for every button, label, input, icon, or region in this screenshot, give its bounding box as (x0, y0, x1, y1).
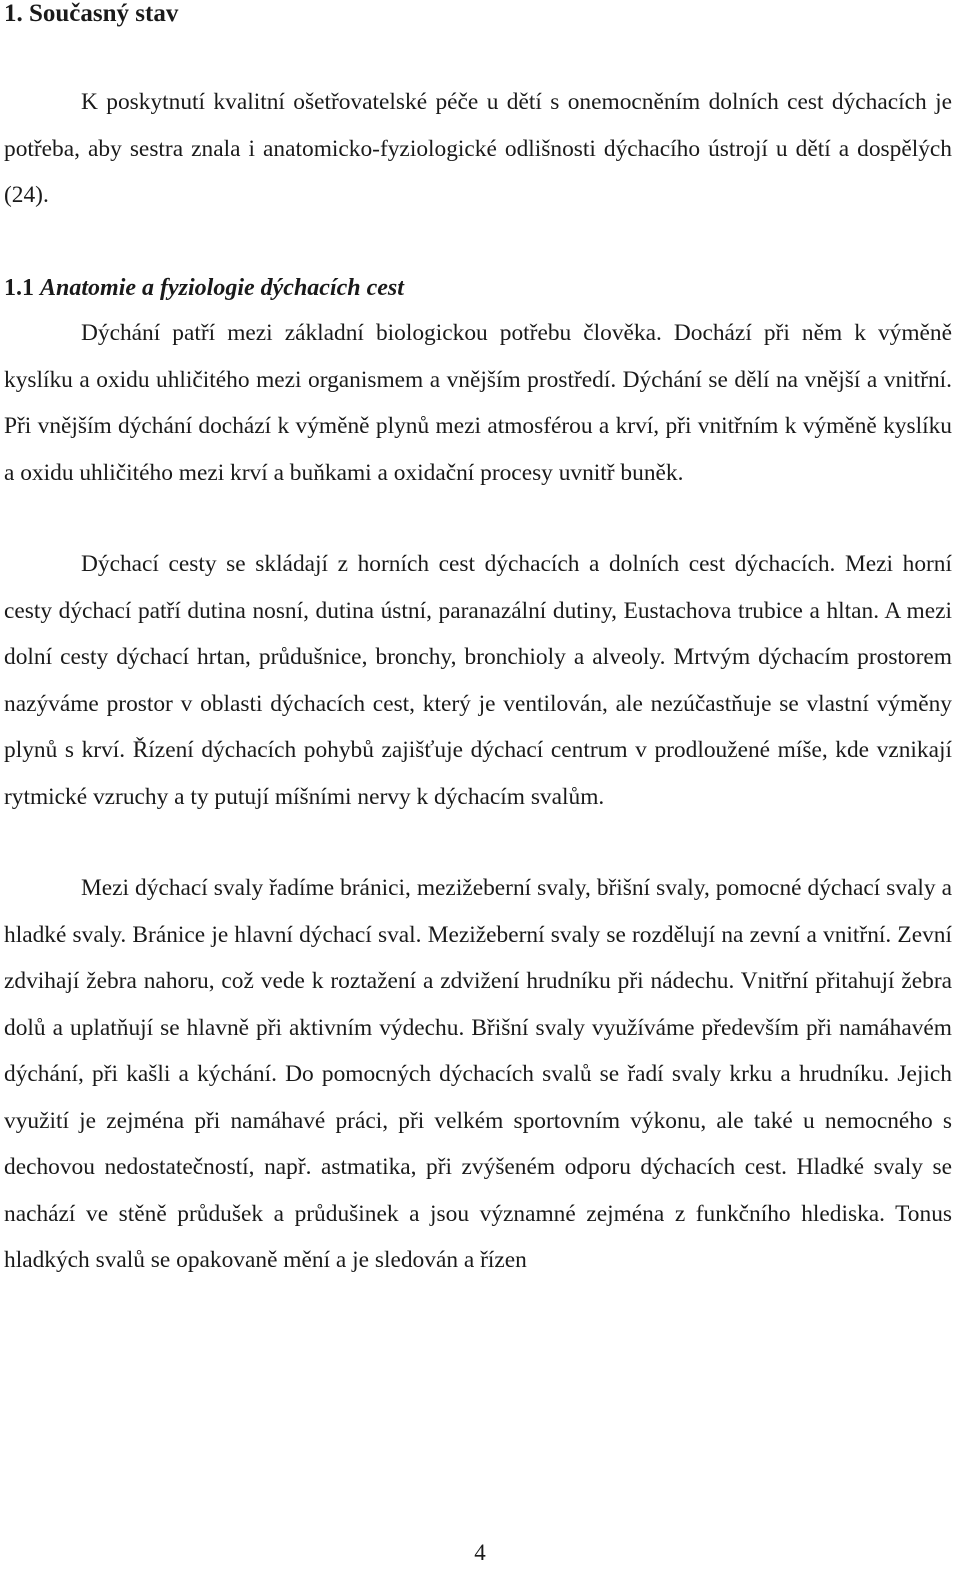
body-paragraph-muscles: Mezi dýchací svaly řadíme bránici, mezižeberní svaly, břišní svaly, pomocné dýchací svaly a hladké svaly. Bránice je hlavní dýchací sval. Mezižeberní svaly se rozdělují na zevní a vnitřní. Zevní zdvihají žebra nahoru, což vede k roztažení a zdvižení hrudníku při nádechu. Vnitřní přitahují žebra dolů a uplatňují se hlavně při aktivním výdechu. Břišní svaly využíváme především při namáhavém dýchání, při kašli a kýchání. Do pomocných dýchacích svalů se řadí svaly krku a hrudníku. Jejich využití je zejména při namáhavé práci, při velkém sportovním výkonu, ale také u nemocného s dechovou nedostatečností, např. astmatika, při zvýšeném odporu dýchacích cest. Hladké svaly se nachází ve stěně průdušek a průdušinek a jsou významné zejména z funkčního hlediska. Tonus hladkých svalů se opakovaně mění a je sledován a řízen (4, 875, 952, 1273)
section-heading: 1. Současný stav (4, 0, 179, 27)
intro-paragraph: K poskytnutí kvalitní ošetřovatelské péče u dětí s onemocněním dolních cest dýchacích je potřeba, aby sestra znala i anatomicko-fyziologické odlišnosti dýchacího ústrojí u dětí a dospělých (24). (4, 89, 952, 208)
subsection-number: 1.1 (4, 275, 34, 301)
body-paragraph-breathing: Dýchání patří mezi základní biologickou potřebu člověka. Dochází při něm k výměně kyslíku a oxidu uhličitého mezi organismem a vnějším prostředí. Dýchání se dělí na vnější a vnitřní. Při vnějším dýchání dochází k výměně plynů mezi atmosférou a krví, při vnitřním k výměně kyslíku a oxidu uhličitého mezi krví a buňkami a oxidační procesy uvnitř buněk. (4, 320, 952, 486)
page-number: 4 (474, 1540, 486, 1565)
body-paragraph-airways: Dýchací cesty se skládají z horních cest dýchacích a dolních cest dýchacích. Mezi horní cesty dýchací patří dutina nosní, dutina ústní, paranazální dutiny, Eustachova trubice a hltan. A mezi dolní cesty dýchací hrtan, průdušnice, bronchy, bronchioly a alveoly. Mrtvým dýchacím prostorem nazýváme prostor v oblasti dýchacích cest, který je ventilován, ale nezúčastňuje se vlastní výměny plynů s krví. Řízení dýchacích pohybů zajišťuje dýchací centrum v prodloužené míše, kde vznikají rytmické vzruchy a ty putují míšními nervy k dýchacím svalům. (4, 551, 952, 810)
subsection-heading (4, 266, 404, 310)
subsection-title: Anatomie a fyziologie dýchacích cest (40, 275, 404, 301)
